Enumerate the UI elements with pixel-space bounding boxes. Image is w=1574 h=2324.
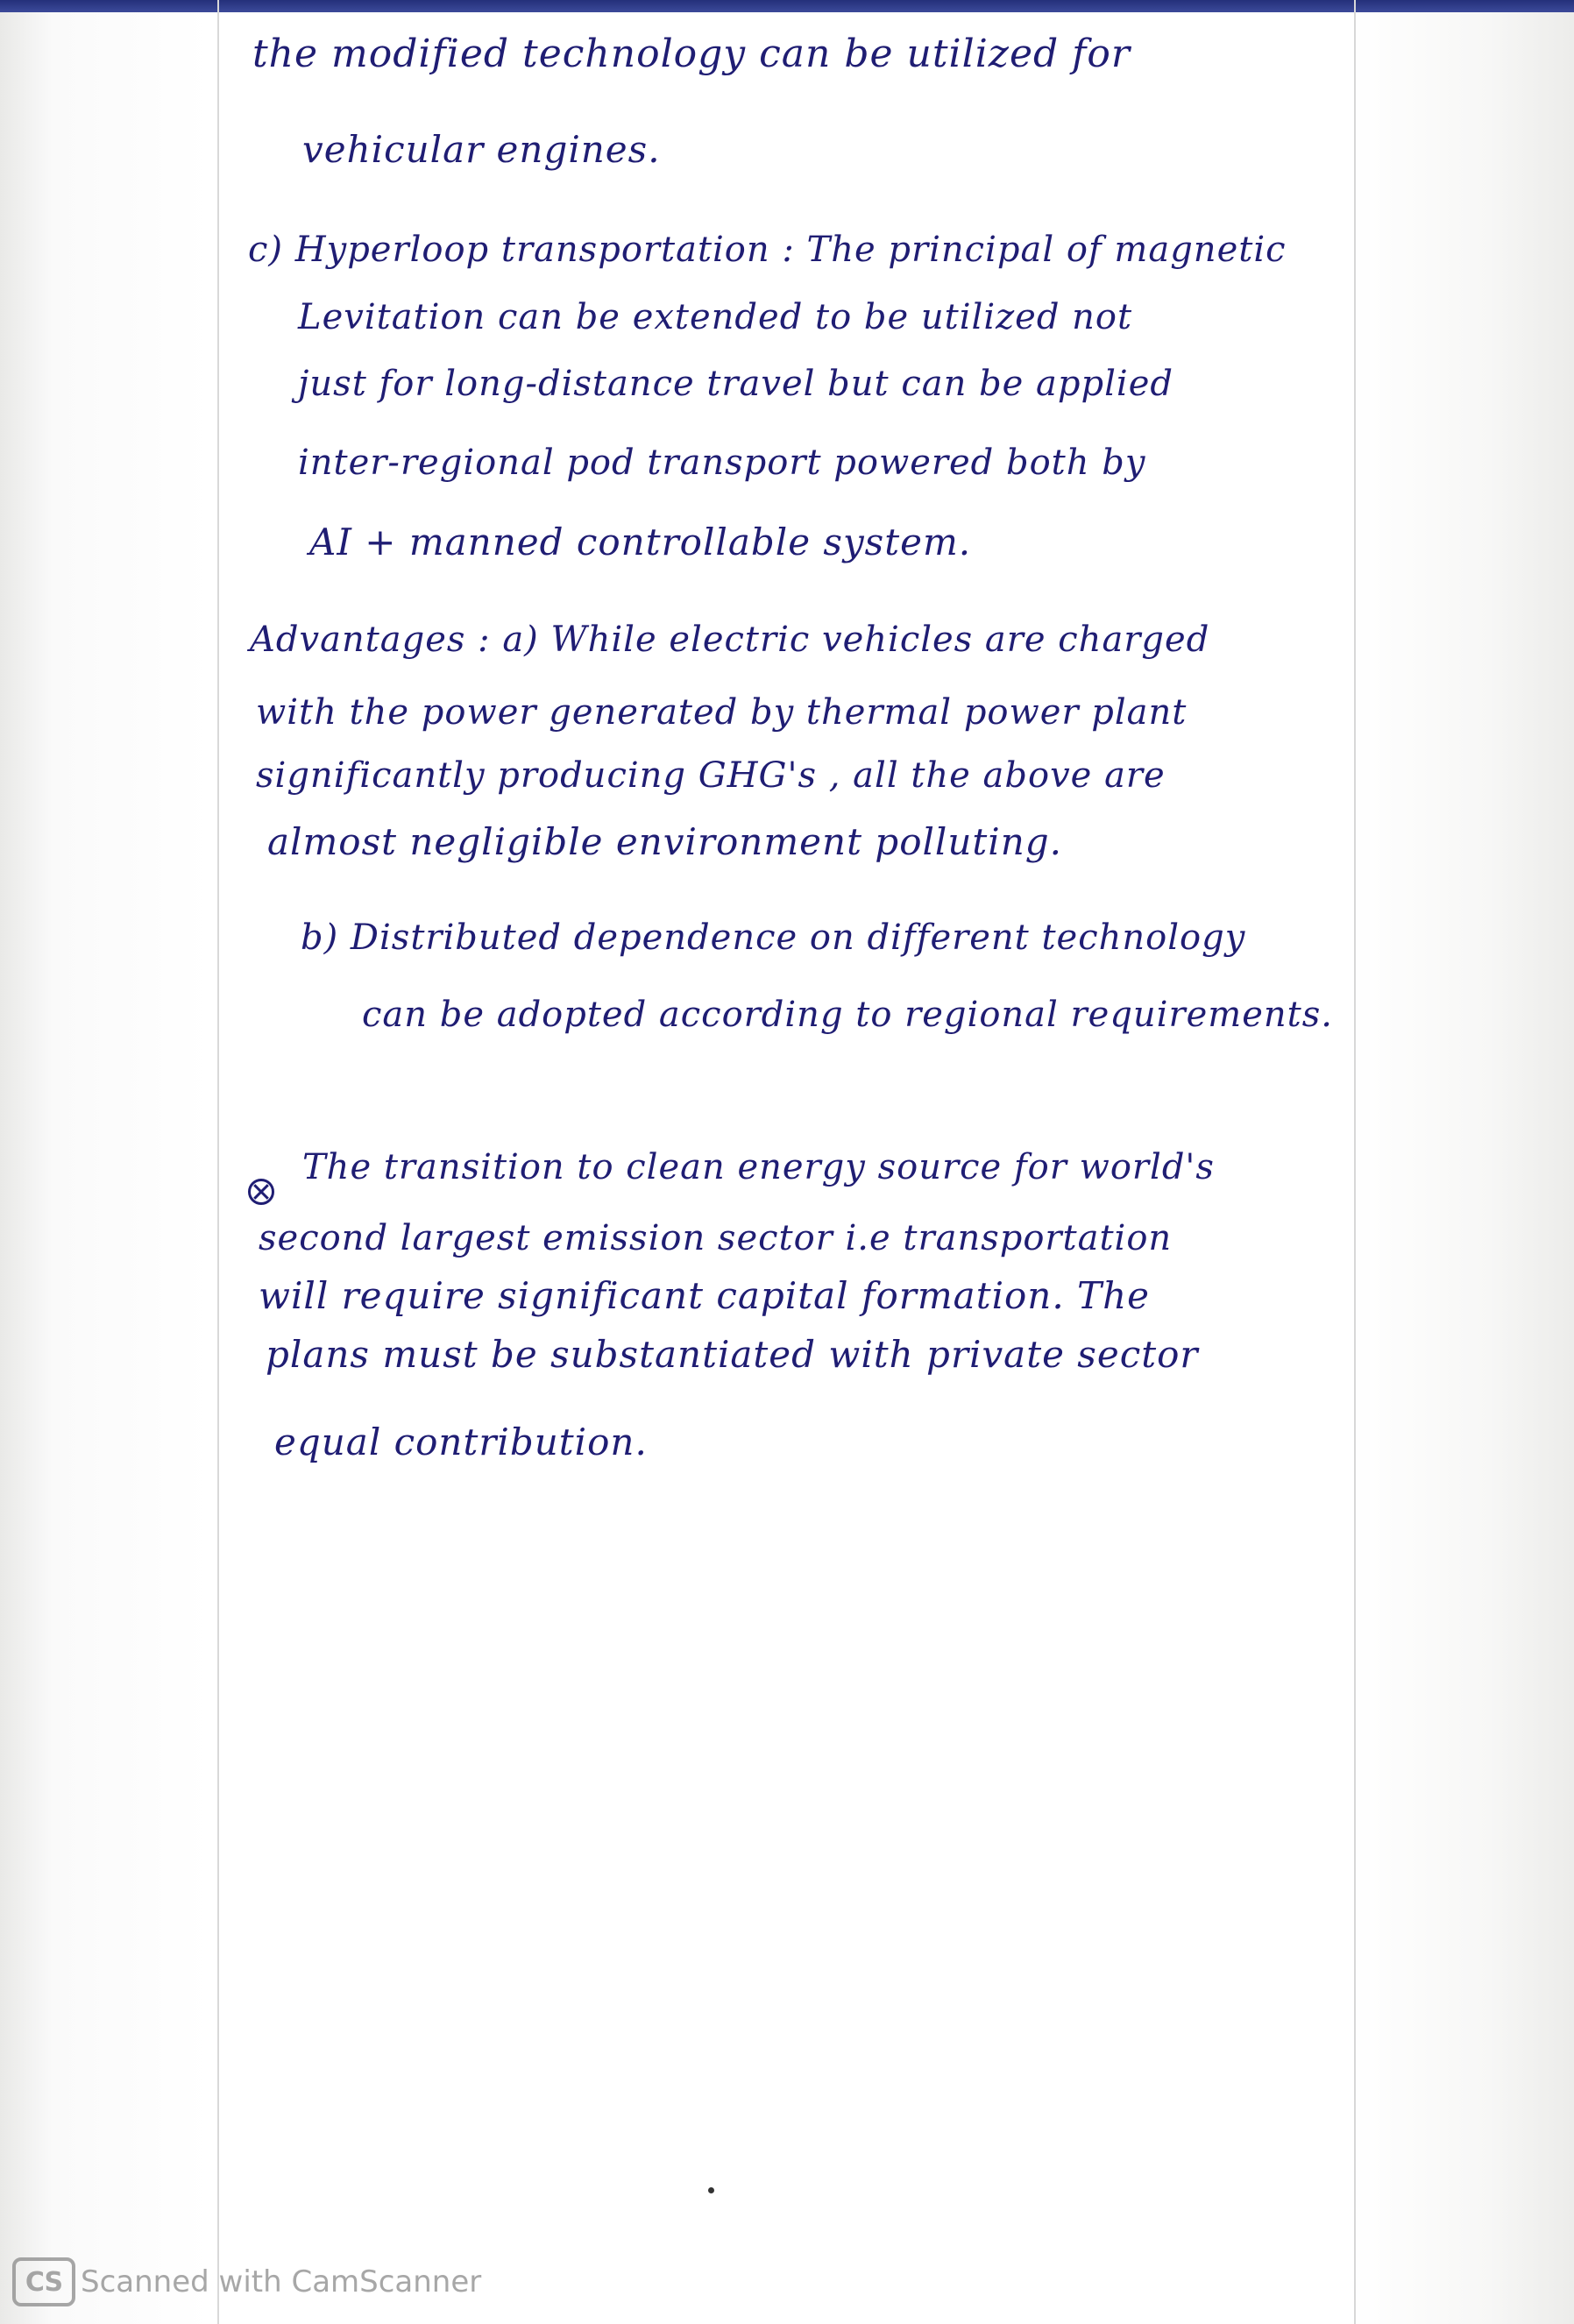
text-line-11: almost negligible environment polluting. <box>267 820 1062 863</box>
text-line-14: The transition to clean energy source for world's <box>302 1147 1215 1187</box>
right-margin-rule <box>1354 0 1356 2324</box>
watermark-text: Scanned with CamScanner <box>81 2264 482 2299</box>
text-line-18: equal contribution. <box>274 1421 648 1463</box>
text-line-15: second largest emission sector i.e transportation <box>259 1218 1173 1258</box>
text-line-12: b) Distributed dependence on different technology <box>301 918 1246 958</box>
camscanner-watermark <box>12 2257 481 2306</box>
text-line-3: c) Hyperloop transportation : The principal of magnetic <box>248 230 1287 270</box>
text-line-13: can be adopted according to regional requirements. <box>362 995 1333 1035</box>
camscanner-logo-icon: CS <box>12 2257 75 2306</box>
left-margin-rule <box>217 0 219 2324</box>
text-line-7: AI + manned controllable system. <box>309 521 972 563</box>
text-line-10: significantly producing GHG's , all the above are <box>256 755 1166 796</box>
text-line-9: with the power generated by thermal power plant <box>256 692 1188 733</box>
text-line-5: just for long-distance travel but can be applied <box>298 364 1173 404</box>
bullet-icon <box>248 1179 274 1205</box>
text-line-16: will require significant capital formation. The <box>259 1274 1150 1317</box>
scan-top-edge <box>0 0 1574 12</box>
text-line-4: Levitation can be extended to be utilized not <box>298 297 1133 337</box>
text-line-8: Advantages : a) While electric vehicles are charged <box>250 620 1210 660</box>
text-line-6: inter-regional pod transport powered both by <box>298 443 1146 483</box>
text-line-17: plans must be substantiated with private sector <box>266 1333 1199 1376</box>
text-line-1: the modified technology can be utilized for <box>252 32 1131 76</box>
ink-dot <box>708 2187 714 2193</box>
text-line-2: vehicular engines. <box>302 128 661 171</box>
